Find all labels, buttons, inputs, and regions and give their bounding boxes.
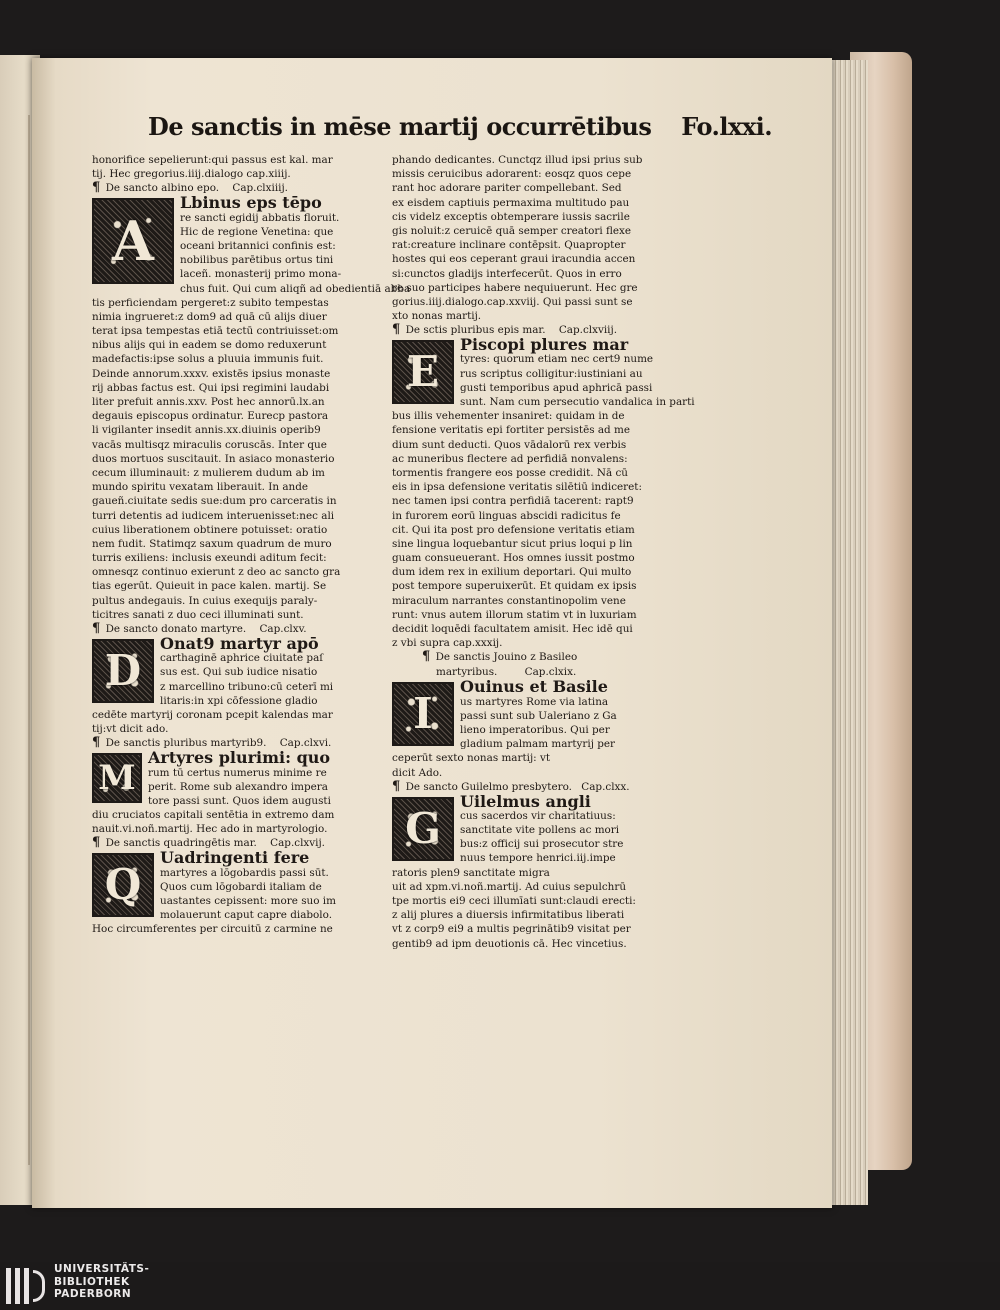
text-line: bus:z officij sui prosecutor stre — [460, 838, 624, 851]
text-line: post tempore superuixerūt. Et quidam ex ipsis — [392, 580, 637, 593]
text-line: xto nonas martij. — [392, 310, 482, 323]
text-line: rum tū certus numerus minime re — [148, 766, 327, 779]
text-line: tormentis frangere eos posse credidit. Nā cū — [392, 466, 628, 479]
text-line: li vigilanter insedit annis.xx.diuinis operib9 — [92, 424, 321, 437]
text-line: z marcellino tribuno:cū ceterī mi — [160, 680, 334, 693]
text-line: sanctitate vite pollens ac mori — [460, 824, 620, 837]
entry-heading: ¶ De sanctis pluribus martyrib9. Cap.clxvi. — [92, 735, 332, 751]
text-line: ceperūt sexto nonas martij: vt — [392, 752, 551, 765]
entry-albinus — [92, 180, 411, 622]
text-line: nem fudit. Statimqz saxum quadrum de muro — [92, 537, 332, 550]
text-line: z vbi supra cap.xxxij. — [392, 637, 503, 650]
decorated-initial-e: E — [392, 340, 454, 404]
entry-episcopi — [392, 322, 695, 650]
decorated-initial-a: A — [92, 198, 174, 284]
text-line: litaris:in xpi cōfessione gladio — [160, 694, 318, 707]
text-line: omnesqz continuo exierunt z deo ac sancto gra — [92, 566, 341, 579]
right-column — [392, 153, 695, 951]
text-line: ac muneribus flectere ad perfidiā nonvalens: — [392, 452, 628, 465]
entry-jouinus — [392, 650, 680, 779]
text-line: gusti temporibus apud aphricā passi — [460, 381, 653, 394]
text-line: carthaginē aphrice ciuitate paſ — [160, 652, 324, 665]
text-line: Artyres plurimi: quo — [148, 748, 331, 768]
library-name — [54, 1263, 149, 1301]
text-line: rat:creature inclinare contēpsit. Quapropter — [392, 239, 626, 252]
text-line: tore passi sunt. Quos idem augusti — [148, 794, 331, 807]
text-line: Quos cum lōgobardi italiam de — [160, 880, 322, 893]
text-line: decidit loquēdi facultatem amisit. Hec idē qui — [392, 623, 633, 635]
decorated-initial-i: I — [392, 682, 454, 746]
entry-heading: ¶ De sancto Guilelmo presbytero. Cap.clxx. — [392, 778, 630, 794]
text-line: nobilibus parētibus ortus tini — [180, 254, 334, 267]
text-line: uit ad xpm.vi.noñ.martij. Ad cuius sepulchrū — [392, 880, 627, 893]
text-line: eis in ipsa defensione veritatis silētiū indiceret: — [392, 481, 642, 494]
text-line: cus sacerdos vir charitatiuus: — [460, 809, 616, 822]
text-line: sunt. Nam cum persecutio vandalica in parti — [460, 396, 695, 408]
text-line: oceani britannici confinis est: — [180, 239, 336, 252]
text-line: guam consueuerant. Hos omnes iussit postmo — [392, 552, 635, 565]
text-line: molauerunt caput capre diabolo. — [160, 909, 332, 922]
running-head — [148, 112, 773, 152]
text-line: cecum illuminauit: z mulierem dudum ab im — [92, 466, 325, 479]
entry-heading: ¶ De sancto donato martyre. Cap.clxv. — [92, 621, 307, 636]
text-line: tij. Hec gregorius.iiij.dialogo cap.xiiij. — [92, 168, 291, 181]
text-line: tpe mortis ei9 ceci illumīati sunt:claudi erecti: — [392, 895, 636, 907]
text-line: passi sunt sub Ualeriano z Ga — [460, 709, 617, 722]
text-line: re suo participes habere nequiuerunt. Hec gre — [392, 281, 638, 294]
decorated-initial-g: G — [392, 797, 454, 861]
text-line: ratoris plen9 sanctitate migra — [392, 866, 550, 879]
text-line: fensione veritatis epi fortiter persistēs ad me — [392, 424, 631, 437]
entry-martyres — [92, 736, 380, 836]
entry-heading: ¶ De sanctis Jouino z Basileo — [422, 649, 578, 665]
text-line: cis videlz exceptis obtemperare iussis sacrile — [392, 210, 630, 223]
text-line: nec tamen ipsi contra perfidiā tacerent: rapt9 — [392, 495, 634, 508]
entry-heading-line2: martyribus. Cap.clxix. — [436, 666, 577, 679]
text-line: Uilelmus angli — [460, 791, 591, 811]
text-line: sine lingua loquebantur sicut prius loqui p lin — [392, 537, 633, 550]
text-line: chus fuit. Qui cum aliqñ ad obedientiā abba — [180, 282, 411, 295]
text-line: Piscopi plures mar — [460, 335, 629, 355]
text-line: nauit.vi.noñ.martij. Hec ado in martyrologio. — [92, 823, 328, 836]
text-line: nuus tempore henrici.iij.impe — [460, 852, 616, 865]
text-line: Deinde annorum.xxxv. existēs ipsius monaste — [92, 367, 331, 380]
text-line: perit. Rome sub alexandro impera — [148, 780, 328, 793]
decorated-initial-q: Q — [92, 853, 154, 917]
library-logo-icon — [6, 1268, 46, 1304]
text-line: cuius liberationem obtinere potuisset: oratio — [92, 523, 328, 536]
text-line: honorifice sepelierunt:qui passus est kal. mar — [92, 154, 333, 166]
text-line: degauis episcopus ordinatur. Eurecp pastora — [92, 410, 329, 423]
text-line: tyres: quorum etiam nec cert9 nume — [460, 353, 654, 366]
text-line: dum idem rex in exilium deportari. Qui multo — [392, 566, 632, 579]
text-line: liter prefuit annis.xxv. Post hec annorū.lx.an — [92, 396, 325, 408]
text-line: dicit Ado. — [392, 766, 443, 779]
text-line: turris exiliens: inclusis exeundi aditum fecit: — [92, 552, 327, 565]
text-line: miraculum narrantes constantinopolim vene — [392, 594, 626, 607]
pilcrow-icon: ¶ — [422, 649, 431, 665]
text-line: nimia ingrueret:z dom9 ad quā cū alijs diuer — [92, 310, 327, 323]
text-line: Ouinus et Basile — [460, 677, 608, 697]
text-line: lieno imperatoribus. Qui per — [460, 723, 610, 736]
text-line: mundo spiritu vexatam liberauit. In ande — [92, 481, 309, 494]
pilcrow-icon: ¶ — [392, 778, 401, 794]
text-line: vacās multisqz miraculis coruscās. Inter que — [92, 438, 327, 451]
text-line: terat ipsa tempestas etiā tectū contriuisset:om — [92, 325, 339, 338]
text-line: z alij plures a diuersis infirmitatibus liberati — [392, 909, 625, 922]
pilcrow-icon: ¶ — [92, 180, 101, 196]
library-line-2: BIBLIOTHEK — [54, 1275, 130, 1288]
pilcrow-icon: ¶ — [92, 621, 101, 636]
text-line: madefactis:ipse solus a pluuia immunis fuit. — [92, 353, 324, 366]
text-line: Lbinus eps tēpo — [180, 193, 322, 213]
entry-heading: ¶ De sanctis quadringētis mar. Cap.clxvij. — [92, 835, 325, 851]
text-line: runt: vnus autem illorum statim vt in luxuriam — [392, 608, 637, 621]
text-line: gaueñ.ciuitate sedis sue:dum pro carceratis in — [92, 495, 337, 508]
text-line: hostes qui eos ceperant graui iracundia accen — [392, 253, 636, 266]
text-line: rij abbas factus est. Qui ipsi regimini laudabi — [92, 381, 330, 394]
text-line: duos mortuos suscitauit. In asiaco monasterio — [92, 452, 335, 465]
text-line: dium sunt deducti. Quos vādalorū rex verbis — [392, 438, 627, 451]
decorated-initial-m: M — [92, 753, 142, 803]
text-line: nibus alijs qui in eadem se domo reduxerunt — [92, 339, 327, 352]
text-line: Hoc circumferentes per circuitū z carmine ne — [92, 923, 333, 936]
text-line: rus scriptus colligitur:iustiniani au — [460, 367, 643, 380]
text-line: turri detentis ad iudicem interuenisset:nec ali — [92, 509, 335, 522]
pilcrow-icon: ¶ — [392, 322, 401, 338]
text-line: tias egerūt. Quieuit in pace kalen. martij. Se — [92, 580, 327, 593]
text-line: vt z corp9 ei9 a multis pegrinātib9 visitat per — [392, 923, 631, 936]
folio-number: Fo.lxxi. — [681, 112, 773, 141]
text-line: cit. Qui ita post pro defensione veritatis etiam — [392, 523, 635, 536]
text-line: pultus andegauis. In cuius exequijs paraly- — [92, 594, 318, 607]
text-line: gentib9 ad ipm deuotionis cā. Hec vincetius. — [392, 937, 627, 950]
left-column — [92, 153, 411, 937]
text-line: tis perficiendam pergeret:z subito tempestas — [92, 296, 329, 309]
library-line-1: UNIVERSITÄTS- — [54, 1263, 150, 1275]
text-line: missis ceruicibus adorarent: eosqz quos cepe — [392, 168, 632, 181]
pilcrow-icon: ¶ — [92, 735, 101, 751]
text-line: Uadringenti fere — [160, 848, 310, 868]
text-line: uastantes cepissent: more suo im — [160, 895, 336, 907]
entry-quadringenti — [92, 836, 380, 936]
text-line: cedēte martyrij coronam pcepit kalendas mar — [92, 708, 333, 721]
text-line: rant hoc adorare pariter compellebant. Sed — [392, 182, 622, 195]
text-line: tij:vt dicit ado. — [92, 723, 169, 736]
running-head-title: De sanctis in mēse martij occurrētibus — [148, 112, 652, 141]
text-line: re sancti egidij abbatis floruit. — [180, 211, 340, 224]
text-line: Onat9 martyr apō — [160, 634, 319, 653]
text-line: si:cunctos gladijs interfecerūt. Quos in erro — [392, 267, 622, 280]
pilcrow-icon: ¶ — [92, 835, 101, 851]
library-line-3: PADERBORN — [54, 1288, 132, 1300]
text-line: us martyres Rome via latina — [460, 695, 609, 708]
text-line: phando dedicantes. Cunctqz illud ipsi prius sub — [392, 154, 643, 166]
text-line: ticitres sanati z duo ceci illuminati sunt. — [92, 608, 304, 621]
text-line: Hic de regione Venetina: que — [180, 225, 334, 238]
text-line: gorius.iiij.dialogo.cap.xxviij. Qui passi sunt se — [392, 295, 633, 308]
text-line: martyres a lōgobardis passi sūt. — [160, 866, 329, 879]
entry-heading: ¶ De sancto albino epo. Cap.clxiiij. — [92, 180, 288, 196]
text-line: laceñ. monasterij primo mona- — [180, 268, 342, 281]
text-line: diu cruciatos capitali sentētia in extremo dam — [92, 809, 335, 822]
text-line: sus est. Qui sub iudice nisatio — [160, 666, 318, 679]
text-line: gladium palmam martyrij per — [460, 738, 616, 751]
text-line: bus illis vehementer insaniret: quidam in de — [392, 410, 625, 423]
entry-donatus — [92, 622, 380, 736]
text-line: ex eisdem captiuis permaxima multitudo pau — [392, 196, 630, 209]
decorated-initial-d: D — [92, 639, 154, 703]
text-line: in furorem eorū linguas abscidi radicitus fe — [392, 509, 621, 522]
text-line: gis noluit:z ceruicē quā semper creatori flexe — [392, 224, 632, 237]
entry-heading: ¶ De sctis pluribus epis mar. Cap.clxviij. — [392, 322, 618, 338]
entry-guilelmus — [392, 780, 680, 951]
